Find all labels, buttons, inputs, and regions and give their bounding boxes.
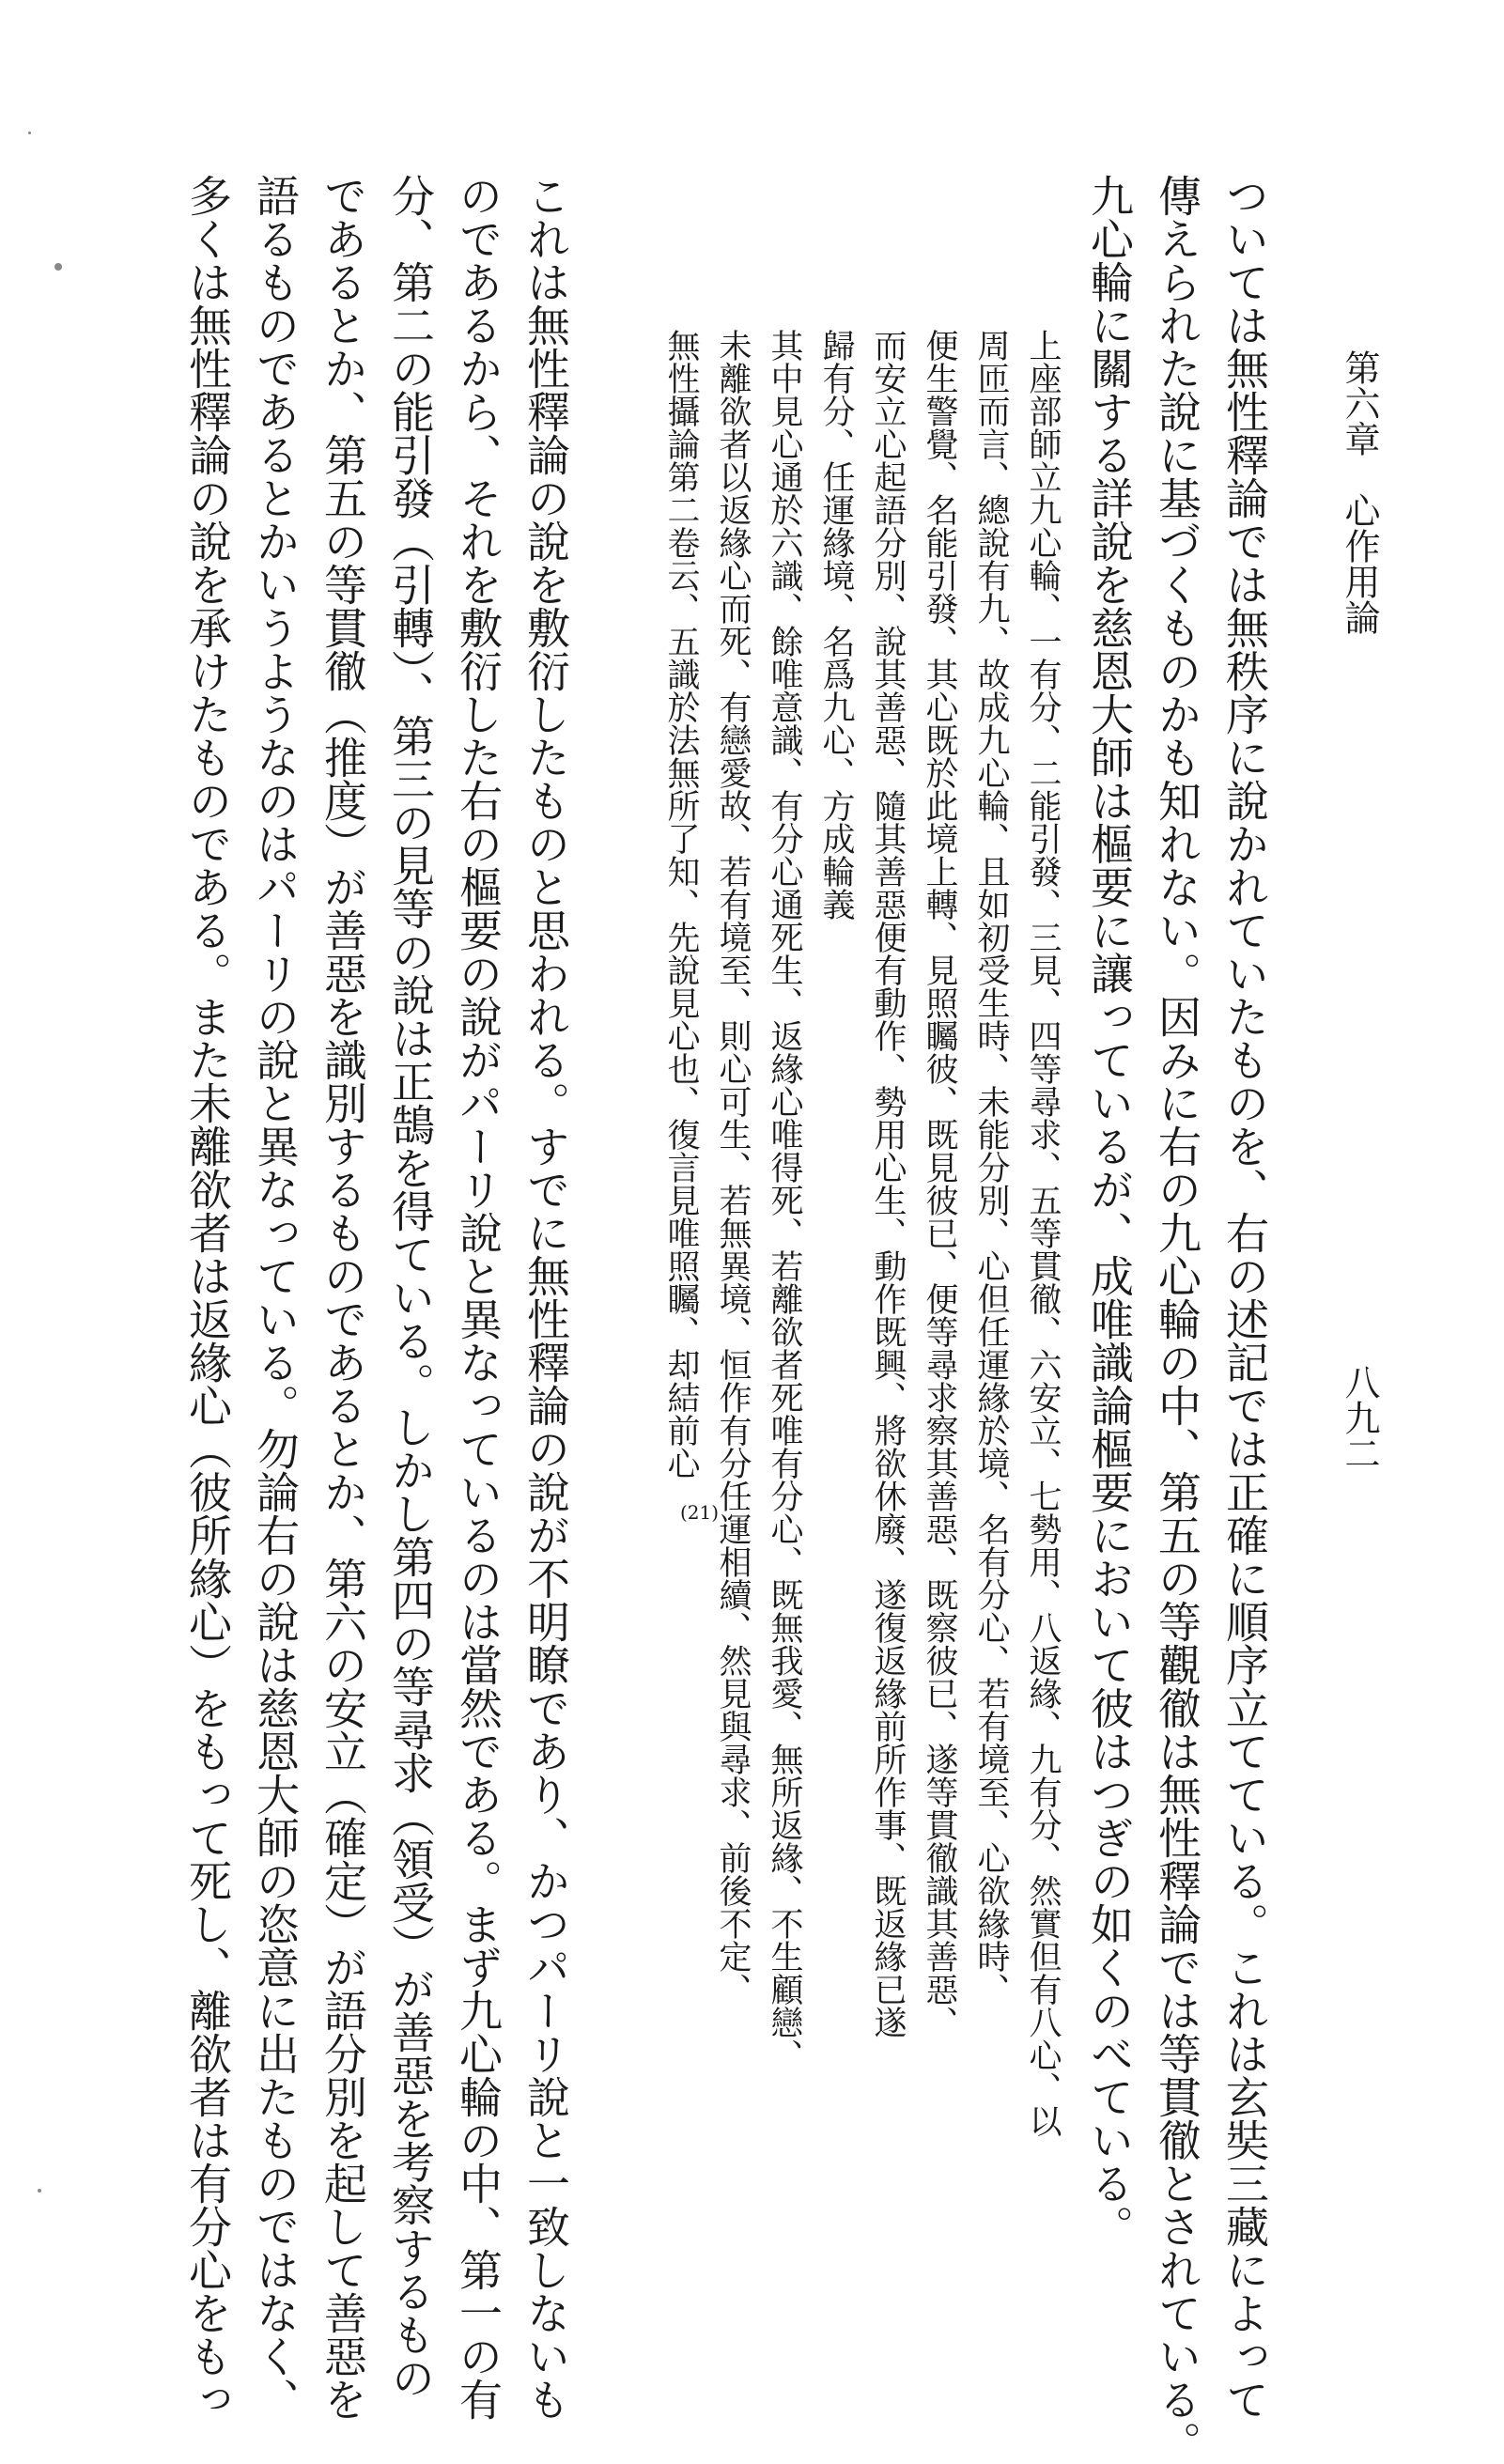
quote-column-6: 其中見心通於六識、餘唯意識、有分心通死生、返緣心唯得死、若離欲者死唯有分心、既無我愛、無所返緣、不生顧戀、 <box>766 329 803 2071</box>
quote-column-1: 上座部師立九心輪、一有分、二能引發、三見、四等尋求、五等貫徹、六安立、七勢用、八返緣、九有分、然實但有八心、以 <box>1024 329 1062 2137</box>
quote-column-7: 未離欲者以返緣心而死、有戀愛故、若有境至、則心可生、若無異境、恒作有分任運相續、然見與尋求、前後不定、 <box>714 329 752 2006</box>
quote-column-2: 周匝而言、總說有九、故成九心輪、且如初受生時、未能分別、心但任運緣於境、名有分心、若有境至、心欲緣時、 <box>972 329 1010 2006</box>
intro-column-3: 九心輪に關する詳說を慈恩大師は樞要に讓っているが、成唯識論樞要において彼はつぎの如くのべている。 <box>1084 174 1135 2248</box>
body-column-5: 語るものであるとかいうようなのはパーリの說と異なっている。勿論右の說は慈恩大師の恣意に出たものではなく、 <box>250 174 301 2421</box>
scan-speck <box>54 263 62 271</box>
page-number: 八九二 <box>1339 1364 1380 1471</box>
note-reference: (21) <box>680 1501 720 1524</box>
scan-speck <box>28 132 31 134</box>
intro-column-2: 傳えられた說に基づくものかも知れない。因みに右の九心輪の中、第五の等觀徹は無性釋論では等貫徹とされている。 <box>1152 174 1202 2464</box>
body-column-2: のであるから、それを敷衍した右の樞要の說がパーリ說と異なっているのは當然である。まず九心輪の中、第一の有 <box>453 174 504 2421</box>
body-column-4: であるとか、第五の等貫徹（推度）が善惡を識別するものであるとか、第六の安立（確定）が語分別を起して善惡を <box>318 174 368 2421</box>
chapter-heading: 第六章 心作用論 <box>1339 349 1380 635</box>
quote-column-4: 而安立心起語分別、說其善惡、隨其善惡便有動作、勢用心生、動作既興、將欲休廢、遂復返緣前所作事、既返緣已遂 <box>869 329 907 2038</box>
body-column-3: 分、第二の能引發（引轉）、第三の見等の說は正鵠を得ている。しかし第四の等尋求（領受）が善惡を考察するもの <box>385 174 436 2399</box>
body-column-6: 多くは無性釋論の說を承けたものである。また未離欲者は返緣心（彼所緣心）をもって死し、離欲者は有分心をもっ <box>182 174 233 2421</box>
body-column-1: これは無性釋論の說を敷衍したものと思われる。すでに無性釋論の說が不明瞭であり、かつパーリ說と一致しないも <box>520 174 571 2421</box>
intro-column-1: ついては無性釋論では無秩序に說かれていたものを、右の述記では正確に順序立てている。これは玄奘三藏によって <box>1219 174 1270 2421</box>
quote-column-3: 便生警覺、名能引發、其心既於此境上轉、見照矚彼、既見彼已、便等尋求察其善惡、既察彼已、遂等貫徹識其善惡、 <box>921 329 958 2038</box>
quote-column-8: 無性攝論第二卷云、五識於法無所了知、先說見心也、復言見唯照矚、却結前心 <box>662 329 700 1480</box>
scan-speck <box>38 2189 41 2193</box>
quote-column-5: 歸有分、任運緣境、名爲九心、方成輪義 <box>817 329 855 921</box>
